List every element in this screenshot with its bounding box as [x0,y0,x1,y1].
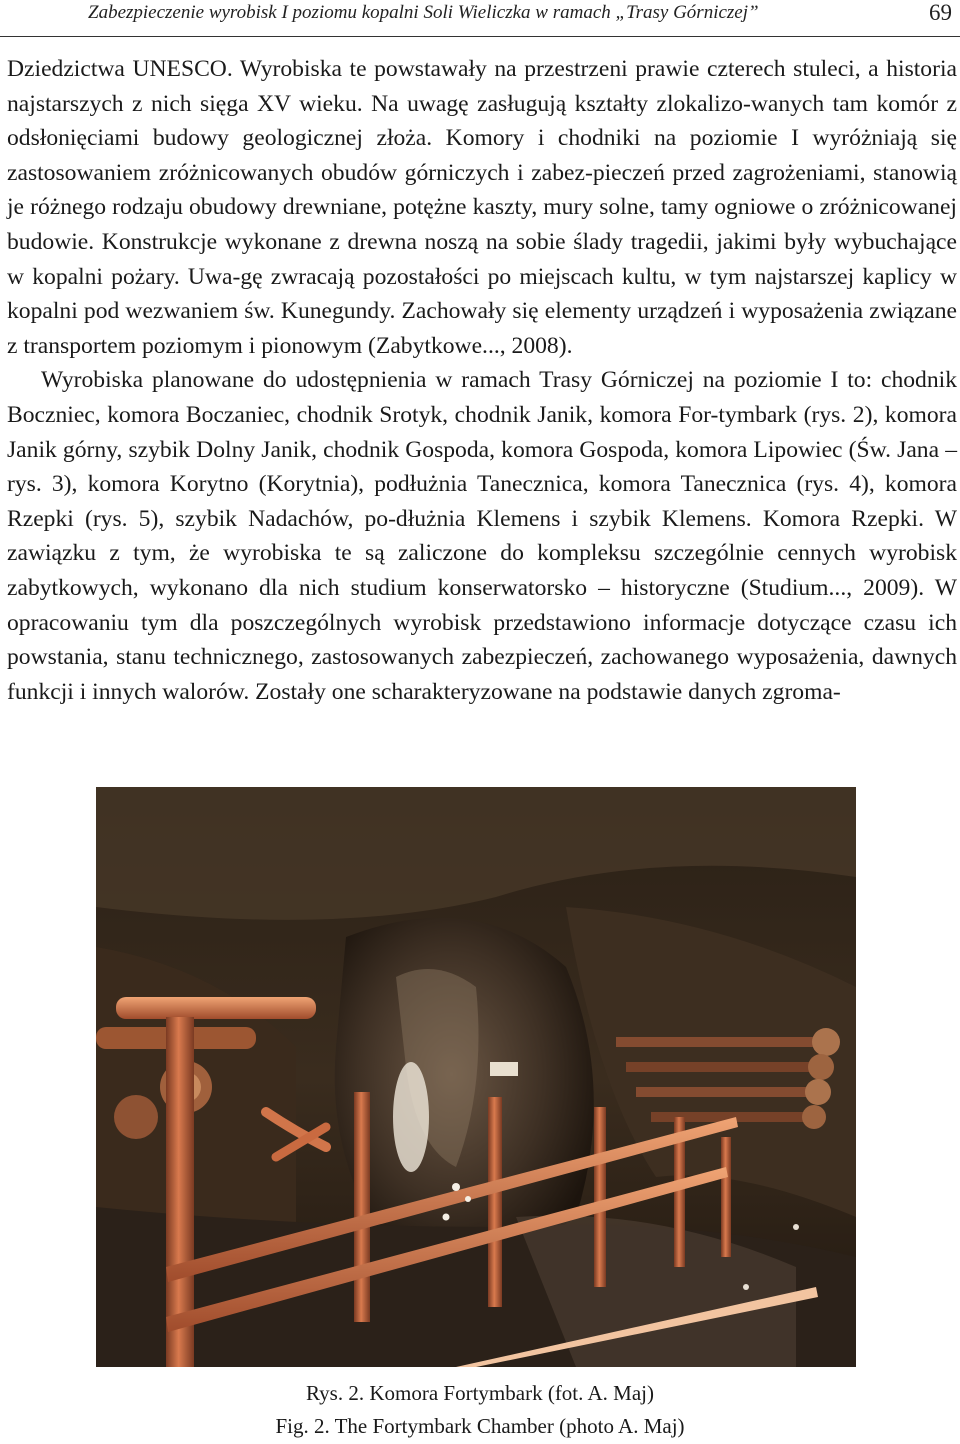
header-rule [0,36,960,37]
paragraph-1: Dziedzictwa UNESCO. Wyrobiska te powstawały na przestrzeni prawie czterech stuleci, a historia najstarszych z nich sięga XV wieku. Na uwagę zasługują kształty zlokalizo-wanych tam komór z odsłonięciami budowy geologicznej złoża. Komory i chodniki na poziomie I wyróżniają się zastosowaniem zróżnicowanych obudów górniczych i zabez-pieczeń przed zagrożeniami, stanowią je różnego rodzaju obudowy drewniane, potężne kaszty, mury solne, tamy ogniowe o zróżnicowanej budowie. Konstrukcje wykonane z drewna noszą na sobie ślady tragedii, jakimi były wybuchające w kopalni pożary. Uwa-gę zwracają pozostałości po miejscach kultu, w tym najstarszej kaplicy w kopalni pod wezwaniem św. Kunegundy. Zachowały się elementy urządzeń i wyposażenia związane z transportem poziomym i pionowym (Zabytkowe..., 2008). [7,56,957,359]
page-number: 69 [929,0,952,25]
running-header [0,0,960,34]
paragraph-2: Wyrobiska planowane do udostępnienia w ramach Trasy Górniczej na poziomie I to: chodnik Boczniec, komora Boczaniec, chodnik Srotyk, chodnik Janik, komora For-tymbark (rys. 2), komora Janik górny, szybik Dolny Janik, chodnik Gospoda, komora Gospoda, komora Lipowiec (Św. Jana – rys. 3), komora Korytno (Korytnia), podłużnia Taneczniсa, komora Tanecznica (rys. 4), komora Rzepki (rys. 5), szybik Nadachów, po-dłużnia Klemens i szybik Klemens. Komora Rzepki. W zawiązku z tym, że wyrobiska te są zaliczone do kompleksu szczególnie cennych wyrobisk zabytkowych, wykonano dla nich studium konserwatorsko – historyczne (Studium..., 2009). W opracowaniu tym dla poszczególnych wyrobisk przedstawiono informacje dotyczące czasu ich powstania, stanu technicznego, zastosowanych zabezpieczeń, zachowanego wyposażenia, dawnych funkcji i innych walorów. Zostały one scharakteryzowane na podstawie danych zgroma- [7,367,957,705]
mine-chamber-photo [96,787,856,1367]
figure-caption-polish: Rys. 2. Komora Fortymbark (fot. A. Maj) [306,1381,654,1405]
running-title: Zabezpieczenie wyrobisk I poziomu kopalni Soli Wieliczka w ramach „Trasy Górniczej” [88,2,759,23]
body-text [7,52,957,709]
figure-caption-english: Fig. 2. The Fortymbark Chamber (photo A. Maj) [275,1414,685,1438]
figure-photo-fortymbark [96,787,856,1367]
